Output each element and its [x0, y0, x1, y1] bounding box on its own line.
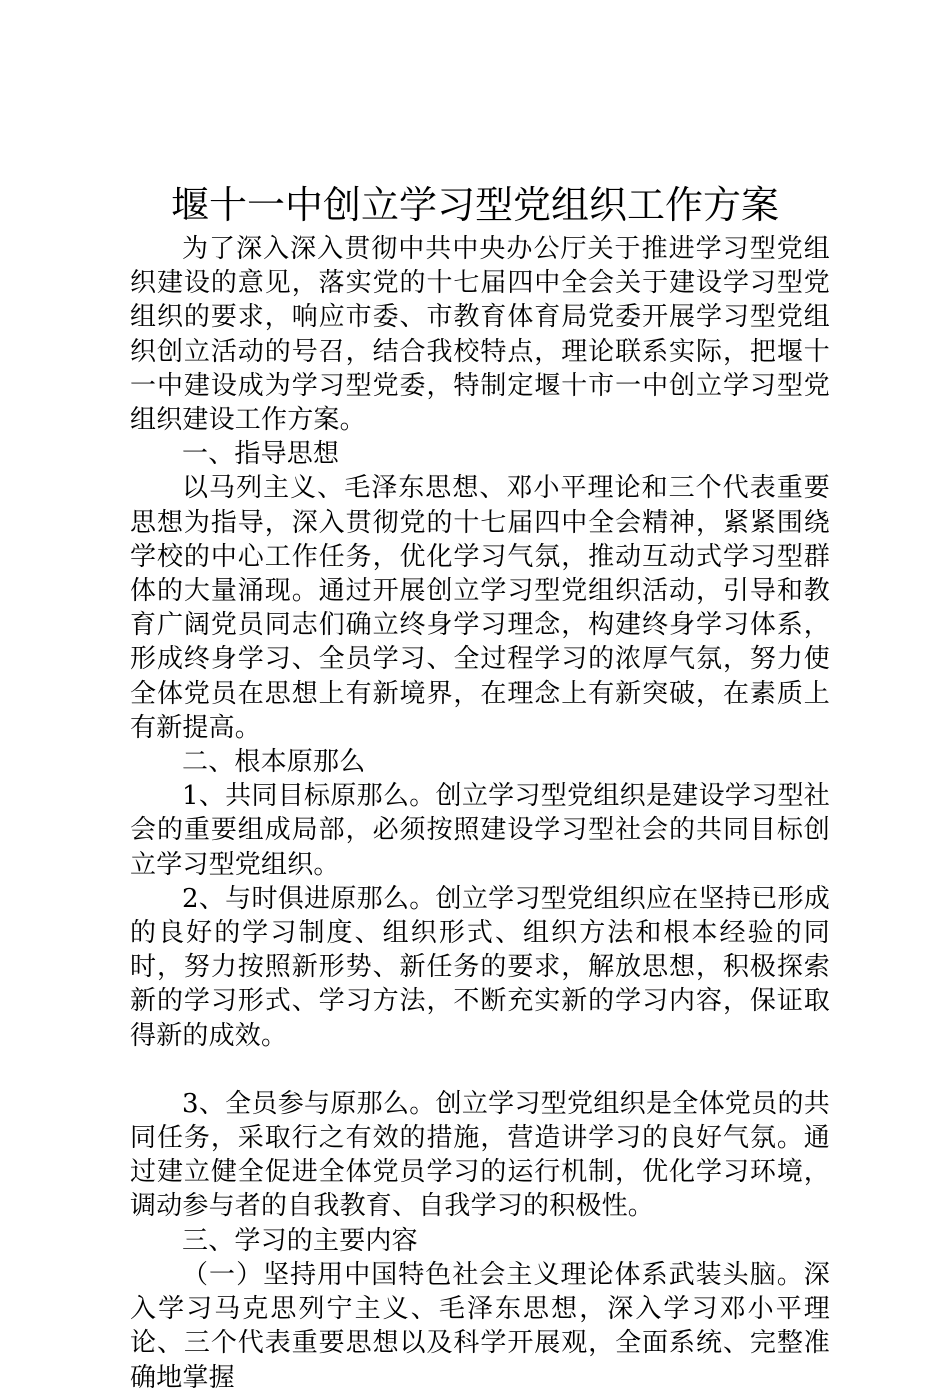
document-title: 堰十一中创立学习型党组织工作方案 — [170, 183, 779, 227]
section2-heading: 二、根本原那么 — [182, 747, 366, 778]
paragraph-gap — [130, 1053, 830, 1087]
document-body — [130, 232, 830, 1395]
section2-item-2: 2、与时俱进原那么。创立学习型党组织应在坚持已形成的良好的学习制度、组织形式、组织方法和根本经验的同时，努力按照新形势、新任务的要求，解放思想，积极探索新的学习形式、学习方法，不断充实新的学习内容，保证取得新的成效。 — [130, 883, 830, 1051]
section3-heading: 三、学习的主要内容 — [182, 1225, 418, 1256]
section1-paragraph: 以马列主义、毛泽东思想、邓小平理论和三个代表重要思想为指导，深入贯彻党的十七届四中全会精神，紧紧围绕学校的中心工作任务，优化学习气氛，推动互动式学习型群体的大量涌现。通过开展创立学习型党组织活动，引导和教育广阔党员同志们确立终身学习理念，构建终身学习体系，形成终身学习、全员学习、全过程学习的浓厚气氛，努力使全体党员在思想上有新境界，在理念上有新突破，在素质上有新提高。 — [130, 473, 830, 743]
section2-item-1: 1、共同目标原那么。创立学习型党组织是建设学习型社会的重要组成局部，必须按照建设学习型社会的共同目标创立学习型党组织。 — [130, 781, 830, 880]
section2-item-3: 3、全员参与原那么。创立学习型党组织是全体党员的共同任务，采取行之有效的措施，营造讲学习的良好气氛。通过建立健全促进全体党员学习的运行机制，优化学习环境，调动参与者的自我教育、自我学习的积极性。 — [130, 1088, 830, 1222]
intro-paragraph: 为了深入深入贯彻中共中央办公厅关于推进学习型党组织建设的意见，落实党的十七届四中全会关于建设学习型党组织的要求，响应市委、市教育体育局党委开展学习型党组织创立活动的号召，结合我校特点，理论联系实际，把堰十一中建设成为学习型党委，特制定堰十市一中创立学习型党组织建设工作方案。 — [130, 234, 830, 436]
section3-item-1: （一）坚持用中国特色社会主义理论体系武装头脑。深入学习马克思列宁主义、毛泽东思想，深入学习邓小平理论、三个代表重要思想以及科学开展观，全面系统、完整准确地掌握 — [130, 1259, 830, 1393]
section1-heading: 一、指导思想 — [182, 439, 340, 470]
